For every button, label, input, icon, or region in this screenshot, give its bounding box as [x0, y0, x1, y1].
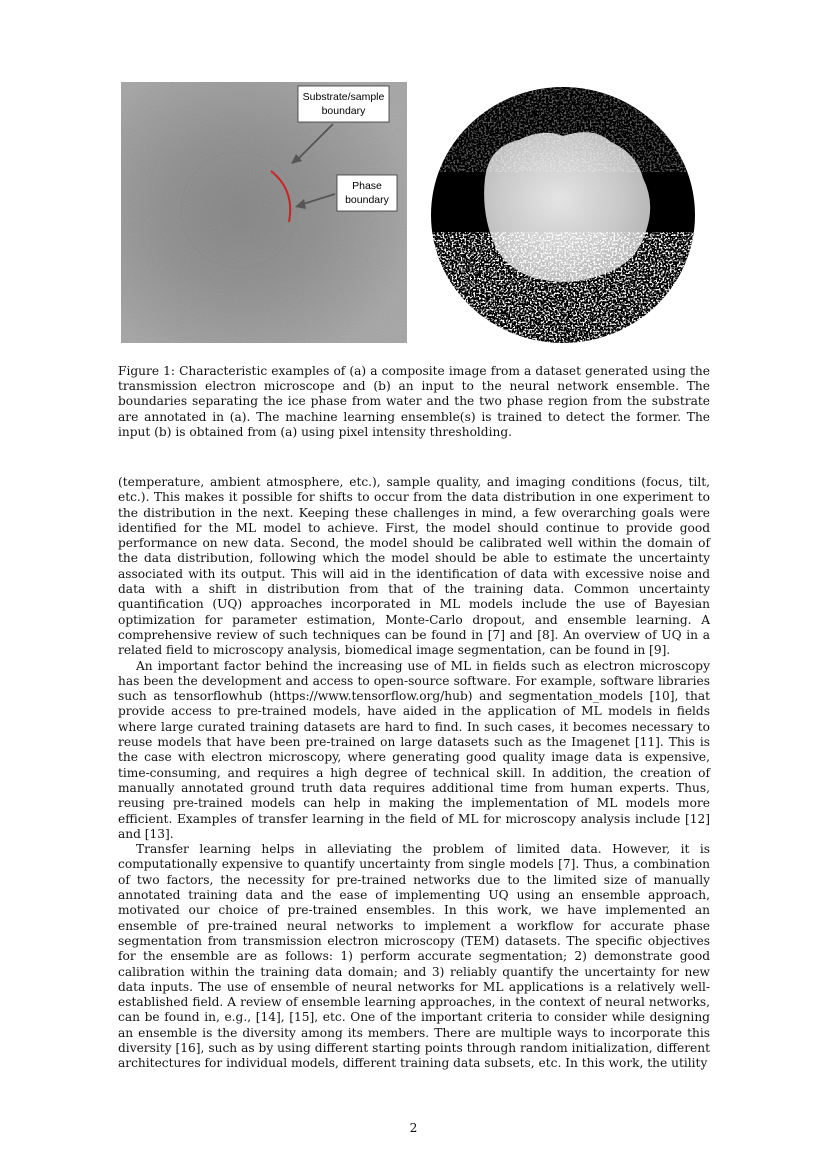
- callout-1-line2: boundary: [321, 105, 366, 117]
- paragraph-2: An important factor behind the increasing use of ML in fields such as electron microscopy has been the development and access to open-source software. For example, software libraries such as tensorflowhub (https://www.tensorflow.org/hub) and segmentation_models [10], that provide access to pre-trained models, have aided in the application of ML models in fields where large curated training datasets are hard to find. In such cases, it becomes necessary to reuse models that have been pre-trained on large datasets such as the Imagenet [11]. This is the case with electron microscopy, where generating good quality image data is expensive, time-consuming, and requires a high degree of technical skill. In addition, the creation of manually annotated ground truth data requires additional time from human experts. Thus, reusing pre-trained models can help in making the implementation of ML models more efficient. Examples of transfer learning in the field of ML for microscopy analysis include [12] and [13].: [118, 658, 710, 841]
- tem-composite-image: [121, 82, 407, 343]
- callout-substrate-sample-boundary: [298, 86, 389, 122]
- callout-2-line1: Phase: [352, 180, 382, 192]
- page-number: 2: [409, 1121, 418, 1135]
- figure-panel-a: [121, 82, 407, 343]
- callout-phase-boundary: [337, 175, 397, 211]
- callout-2-line2: boundary: [345, 194, 389, 206]
- thresholded-input-image: [423, 82, 706, 343]
- paragraph-3: Transfer learning helps in alleviating the problem of limited data. However, it is computationally expensive to quantify uncertainty from single models [7]. Thus, a combination of two factors, the necessity for pre-trained networks due to the limited size of manually annotated training data and the ease of implementing UQ using an ensemble approach, motivated our choice of pre-trained ensembles. In this work, we have implemented an ensemble of pre-trained neural networks to implement a workflow for accurate phase segmentation from transmission electron microscopy (TEM) datasets. The specific objectives for the ensemble are as follows: 1) perform accurate segmentation; 2) demonstrate good calibration within the training data domain; and 3) reliably quantify the uncertainty for new data inputs. The use of ensemble of neural networks for ML applications is a relatively well-established field. A review of ensemble learning approaches, in the context of neural networks, can be found in, e.g., [14], [15], etc. One of the important criteria to consider while designing an ensemble is the diversity among its members. There are multiple ways to incorporate this diversity [16], such as by using different starting points through random initialization, different architectures for individual models, different training data subsets, etc. In this work, the utility: [118, 842, 710, 1071]
- body-text: [118, 475, 710, 1072]
- figure-panel-b: [423, 82, 706, 343]
- paragraph-1: (temperature, ambient atmosphere, etc.), sample quality, and imaging conditions (focus, tilt, etc.). This makes it possible for shifts to occur from the data distribution in one experiment to the distribution in the next. Keeping these challenges in mind, a few overarching goals were identified for the ML model to achieve. First, the model should continue to provide good performance on new data. Second, the model should be calibrated well within the domain of the data distribution, following which the model should be able to estimate the uncertainty associated with its output. This will aid in the identification of data with excessive noise and data with a shift in distribution from that of the training data. Common uncertainty quantification (UQ) approaches incorporated in ML models include the use of Bayesian optimization for parameter estimation, Monte-Carlo dropout, and ensemble learning. A comprehensive review of such techniques can be found in [7] and [8]. An overview of UQ in a related field to microscopy analysis, biomedical image segmentation, can be found in [9].: [118, 475, 710, 658]
- callout-1-line1: Substrate/sample: [302, 91, 385, 103]
- figure-caption: Figure 1: Characteristic examples of (a) a composite image from a dataset generated using the transmission electron microscope and (b) an input to the neural network ensemble. The boundaries separating the ice phase from water and the two phase region from the substrate are annotated in (a). The machine learning ensemble(s) is trained to detect the former. The input (b) is obtained from (a) using pixel intensity thresholding.: [118, 364, 710, 439]
